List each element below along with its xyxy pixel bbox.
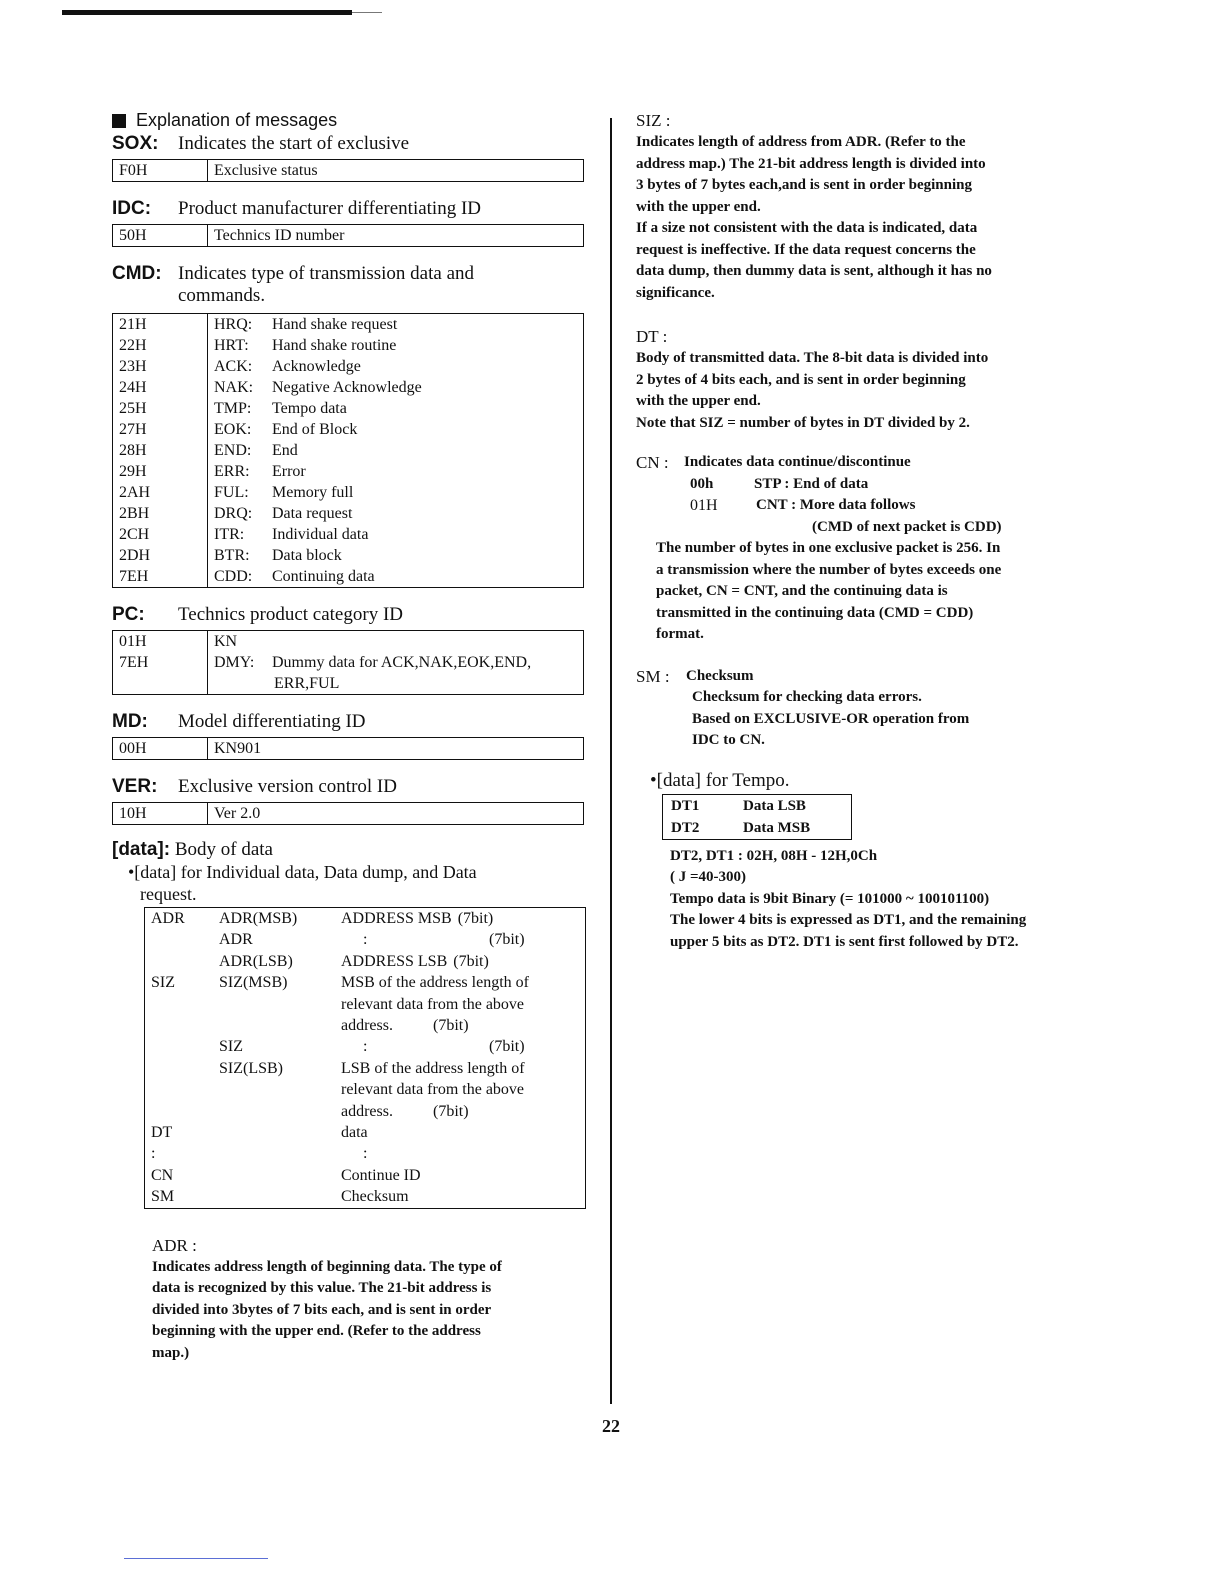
desc-text: Dummy data for ACK,NAK,EOK,END, — [272, 654, 532, 671]
subfield-cell — [213, 1122, 335, 1143]
abbr: DMY: — [214, 654, 255, 671]
data-subheading — [128, 861, 592, 905]
text-line: Based on EXCLUSIVE-OR operation from — [692, 710, 970, 727]
bit-width: (7bit) — [432, 1102, 469, 1120]
cn-row-sub — [636, 517, 1106, 539]
field-cell — [145, 1101, 214, 1122]
sm-note-body — [692, 687, 1106, 752]
subfield-cell — [213, 994, 335, 1015]
adr-note — [152, 1235, 592, 1365]
bottom-rule — [124, 1558, 268, 1559]
subfield-cell: ADR — [219, 931, 253, 949]
sox-desc: Indicates the start of exclusive — [178, 133, 410, 154]
desc-cell — [208, 461, 584, 482]
table-row — [113, 440, 584, 461]
ver-table — [112, 802, 584, 825]
md-table — [112, 737, 584, 760]
cn-note-body — [656, 538, 1074, 646]
meaning-cell — [335, 1143, 586, 1164]
desc-cell — [208, 652, 584, 695]
table-row — [113, 482, 584, 503]
ver-desc: Exclusive version control ID — [178, 776, 397, 797]
sox-table — [112, 159, 584, 182]
md-key: MD: — [112, 711, 148, 732]
table-row — [113, 398, 584, 419]
bit-width: (7bit) — [432, 1017, 469, 1035]
column-divider — [610, 118, 612, 1404]
idc-desc: Product manufacturer differentiating ID — [178, 198, 482, 219]
text-line: divided into 3bytes of 7 bits each, and is sent in order — [152, 1301, 492, 1318]
desc-cell — [208, 419, 584, 440]
abbr: DRQ: — [214, 505, 253, 522]
code-cell: DT1 — [671, 797, 700, 814]
sm-note-title: SM : — [636, 666, 670, 686]
bit-width: (7bit) — [489, 1038, 525, 1056]
cmd-desc-line: Indicates type of transmission data and — [178, 263, 475, 284]
desc-text: End of Block — [272, 421, 358, 438]
text-line: transmitted in the continuing data (CMD = CDD) — [656, 604, 974, 621]
meaning-cell — [335, 1015, 586, 1036]
desc-cell: Ver 2.0 — [208, 803, 584, 825]
sox-label — [112, 133, 592, 155]
sm-note-desc: Checksum — [686, 667, 754, 684]
table-row — [113, 566, 584, 588]
table-row — [145, 1186, 586, 1208]
text-line: Tempo data is 9bit Binary (= 101000 ~ 100101100) — [670, 890, 990, 907]
bit-width: (7bit) — [453, 952, 489, 970]
code-cell: 2AH — [113, 482, 208, 503]
field-cell: SM — [151, 1188, 175, 1206]
field-cell: DT — [151, 1124, 173, 1142]
text-line: significance. — [636, 284, 715, 301]
text-line: ( J =40-300) — [670, 869, 747, 885]
text-line: The number of bytes in one exclusive packet is 256. In — [656, 540, 1001, 556]
text-line: a transmission where the number of bytes exceeds one — [656, 561, 1002, 578]
desc-text: Data request — [272, 505, 353, 522]
adr-note-title: ADR : — [152, 1235, 197, 1255]
right-column — [636, 110, 1106, 953]
siz-note-body — [636, 132, 1106, 304]
code-cell: 50H — [113, 225, 208, 247]
subfield-cell: SIZ — [219, 1038, 243, 1056]
field-cell: SIZ — [151, 974, 175, 992]
table-row — [145, 1143, 586, 1164]
meaning-text: : — [363, 931, 368, 949]
field-cell: ADR — [151, 910, 185, 927]
table-row — [113, 631, 584, 653]
table-row — [113, 461, 584, 482]
subfield-cell — [213, 1143, 335, 1164]
data-sub-line: •[data] for Individual data, Data dump, and Data — [128, 862, 477, 882]
meaning-text: ADDRESS MSB — [341, 910, 452, 927]
text-line: Note that SIZ = number of bytes in DT divided by 2. — [636, 414, 970, 431]
idc-table — [112, 224, 584, 247]
cn-sub: (CMD of next packet is CDD) — [812, 518, 1002, 535]
code-cell: 25H — [113, 398, 208, 419]
field-cell: : — [151, 1145, 156, 1163]
text-line: data dump, then dummy data is sent, although it has no — [636, 263, 992, 279]
desc-cell: KN901 — [208, 738, 584, 760]
meaning-cell — [335, 1122, 586, 1143]
meaning-cell — [335, 1186, 586, 1208]
meaning-text: Checksum — [341, 1188, 409, 1206]
cn-row-stp — [636, 474, 1106, 496]
subfield-cell: ADR(MSB) — [219, 910, 298, 927]
meaning-text: Continue ID — [341, 1166, 421, 1184]
pc-key: PC: — [112, 604, 145, 625]
pc-label — [112, 604, 592, 626]
desc-cell: Data MSB — [743, 819, 811, 836]
code-cell: 23H — [113, 356, 208, 377]
ver-key: VER: — [112, 776, 158, 797]
desc-cell: Technics ID number — [208, 225, 584, 247]
text-line: packet, CN = CNT, and the continuing data is — [656, 583, 948, 599]
abbr: CDD: — [214, 568, 253, 585]
top-scan-rule-thin — [352, 12, 382, 13]
subfield-cell — [213, 1101, 335, 1122]
table-row — [145, 1036, 586, 1057]
meaning-text: address. — [341, 1017, 393, 1035]
cn-code: 01H — [690, 497, 718, 514]
desc-text: Individual data — [272, 526, 369, 543]
cmd-label — [112, 263, 592, 307]
sox-key: SOX: — [112, 133, 159, 154]
text-line: 3 bytes of 7 bytes each,and is sent in order beginning — [636, 177, 973, 193]
table-row — [113, 225, 584, 247]
code-cell: 21H — [113, 314, 208, 336]
cmd-table — [112, 313, 584, 588]
table-row — [145, 972, 586, 993]
desc-cell — [208, 503, 584, 524]
text-line: If a size not consistent with the data is indicated, data — [636, 220, 978, 236]
meaning-cell — [335, 929, 586, 950]
pc-desc: Technics product category ID — [178, 604, 403, 625]
cn-note — [636, 452, 1106, 646]
abbr: END: — [214, 442, 252, 459]
code-cell: 2CH — [113, 524, 208, 545]
cn-note-desc: Indicates data continue/discontinue — [684, 454, 911, 470]
table-row — [113, 419, 584, 440]
subfield-cell — [213, 1015, 335, 1036]
section-title: Explanation of messages — [136, 110, 338, 130]
desc-cell: Exclusive status — [208, 160, 584, 182]
cn-code: 00h — [690, 475, 714, 492]
adr-note-body — [152, 1257, 592, 1365]
meaning-text: ADDRESS LSB — [341, 952, 448, 970]
field-cell — [145, 1036, 214, 1057]
tempo-table — [662, 794, 852, 840]
cmd-desc — [178, 263, 592, 307]
table-row — [145, 1079, 586, 1100]
abbr: FUL: — [214, 484, 249, 501]
meaning-cell — [335, 1079, 586, 1100]
meaning-cell — [335, 1058, 586, 1079]
text-line: DT2, DT1 : 02H, 08H - 12H,0Ch — [670, 847, 878, 864]
cn-text: STP : End of data — [754, 475, 869, 492]
dt-note — [636, 326, 1106, 434]
table-row — [113, 356, 584, 377]
table-row — [113, 335, 584, 356]
code-cell: 2BH — [113, 503, 208, 524]
meaning-text: address. — [341, 1102, 393, 1120]
md-label — [112, 711, 592, 733]
abbr: HRQ: — [214, 316, 253, 333]
desc-text: Acknowledge — [272, 358, 361, 375]
table-row — [663, 794, 852, 817]
meaning-text: : — [363, 1145, 368, 1163]
section-heading — [112, 110, 592, 131]
subfield-cell: SIZ(LSB) — [219, 1059, 283, 1077]
left-column — [112, 110, 592, 1364]
desc-cell: Data LSB — [743, 797, 806, 814]
pc-table — [112, 630, 584, 695]
cmd-desc-line: commands. — [178, 285, 266, 306]
meaning-cell — [335, 951, 586, 972]
desc-text: Continuing data — [272, 568, 375, 585]
meaning-cell — [335, 994, 586, 1015]
meaning-text: MSB of the address length of — [341, 974, 529, 992]
table-row — [113, 503, 584, 524]
field-cell — [145, 929, 214, 950]
field-cell — [145, 1015, 214, 1036]
subfield-cell: ADR(LSB) — [219, 952, 293, 970]
sm-note — [636, 666, 1106, 752]
code-cell: 29H — [113, 461, 208, 482]
desc-cell — [208, 335, 584, 356]
table-row — [145, 994, 586, 1015]
cmd-key: CMD: — [112, 263, 162, 284]
desc-cell — [208, 440, 584, 461]
code-cell: 24H — [113, 377, 208, 398]
text-line: Indicates address length of beginning data. The type of — [152, 1258, 502, 1275]
abbr: NAK: — [214, 379, 254, 396]
code-cell: 7EH — [113, 652, 208, 695]
code-cell: 2DH — [113, 545, 208, 566]
text-line: address map.) The 21-bit address length is divided into — [636, 155, 986, 172]
md-desc: Model differentiating ID — [178, 711, 366, 732]
text-line: data is recognized by this value. The 21-bit address is — [152, 1280, 492, 1297]
ver-label — [112, 776, 592, 798]
data-label — [112, 839, 592, 861]
desc-cell — [208, 482, 584, 503]
table-row — [145, 1165, 586, 1186]
table-row — [663, 817, 852, 840]
text-line: with the upper end. — [636, 393, 761, 409]
text-line: The lower 4 bits is expressed as DT1, and the remaining — [670, 912, 1027, 928]
field-cell — [145, 1079, 214, 1100]
abbr: TMP: — [214, 400, 252, 417]
table-row — [145, 1122, 586, 1143]
abbr: HRT: — [214, 337, 249, 354]
text-line: map.) — [152, 1344, 190, 1361]
field-cell — [145, 1058, 214, 1079]
code-cell: 27H — [113, 419, 208, 440]
data-sub-line: request. — [140, 884, 197, 904]
meaning-text: LSB of the address length of — [341, 1059, 525, 1077]
table-row — [145, 929, 586, 950]
abbr: EOK: — [214, 421, 252, 438]
subfield-cell — [213, 1165, 335, 1186]
table-row — [145, 1101, 586, 1122]
desc-text: End — [272, 442, 298, 459]
text-line: 2 bytes of 4 bits each, and is sent in order beginning — [636, 371, 966, 388]
cn-note-title: CN : — [636, 453, 669, 472]
code-cell: 10H — [113, 803, 208, 825]
code-cell: 00H — [113, 738, 208, 760]
text-line: Body of transmitted data. The 8-bit data is divided into — [636, 350, 989, 366]
text-line: beginning with the upper end. (Refer to the address — [152, 1323, 481, 1340]
desc-text: Hand shake routine — [272, 337, 397, 354]
meaning-cell — [335, 1165, 586, 1186]
idc-label — [112, 198, 592, 220]
tempo-body — [670, 846, 1106, 954]
table-row — [113, 524, 584, 545]
desc-text: Error — [272, 463, 306, 480]
table-row — [145, 1058, 586, 1079]
cn-row-cnt — [636, 495, 1106, 517]
meaning-text: relevant data from the above — [341, 1081, 525, 1099]
sm-head — [636, 666, 1106, 688]
text-line: format. — [656, 626, 704, 642]
table-row — [113, 738, 584, 760]
tempo-heading: •[data] for Tempo. — [650, 769, 790, 791]
desc-cell — [208, 377, 584, 398]
table-row — [145, 1015, 586, 1036]
meaning-cell — [335, 1101, 586, 1122]
cn-head — [636, 452, 1106, 474]
text-line: IDC to CN. — [692, 732, 765, 748]
meaning-text: : — [363, 1038, 368, 1056]
table-row — [113, 545, 584, 566]
desc-cell — [208, 566, 584, 588]
field-cell — [145, 994, 214, 1015]
table-row — [113, 160, 584, 182]
bit-width: (7bit) — [489, 931, 525, 949]
desc-text: Tempo data — [272, 400, 347, 417]
meaning-text: relevant data from the above — [341, 995, 525, 1013]
subfield-cell — [213, 1079, 335, 1100]
desc-cell — [208, 631, 584, 653]
meaning-cell — [335, 908, 586, 930]
code-cell: 7EH — [113, 566, 208, 588]
bit-width: (7bit) — [457, 910, 494, 927]
page-number: 22 — [602, 1416, 620, 1436]
desc-text: Data block — [272, 547, 342, 564]
code-cell: DT2 — [671, 819, 700, 836]
dt-note-body — [636, 348, 1106, 434]
desc-cell — [208, 545, 584, 566]
desc-cell — [208, 524, 584, 545]
text-line: with the upper end. — [636, 198, 761, 215]
abbr: ITR: — [214, 526, 245, 543]
desc-text: Hand shake request — [272, 316, 398, 333]
desc-cell — [208, 314, 584, 336]
meaning-cell — [335, 1036, 586, 1057]
desc-cell — [208, 398, 584, 419]
square-bullet-icon — [112, 114, 126, 128]
table-row — [113, 314, 584, 336]
data-desc: Body of data — [174, 839, 273, 860]
cn-text: CNT : More data follows — [756, 497, 916, 513]
code-cell: 28H — [113, 440, 208, 461]
desc-text: Memory full — [272, 484, 354, 501]
table-row — [113, 652, 584, 695]
field-cell — [145, 951, 214, 972]
siz-note-title: SIZ : — [636, 111, 671, 130]
abbr: KN — [214, 633, 238, 650]
code-cell: 22H — [113, 335, 208, 356]
desc-cell — [208, 356, 584, 377]
data-key: [data]: — [112, 839, 171, 860]
abbr: BTR: — [214, 547, 250, 564]
text-line: Indicates length of address from ADR. (Refer to the — [636, 134, 966, 150]
dt-note-title: DT : — [636, 327, 668, 346]
table-row — [113, 803, 584, 825]
code-cell: 01H — [113, 631, 208, 653]
meaning-cell — [335, 972, 586, 993]
desc-text: Negative Acknowledge — [272, 379, 422, 396]
text-line: request is ineffective. If the data request concerns the — [636, 241, 976, 258]
field-cell: CN — [151, 1166, 174, 1184]
subfield-cell: SIZ(MSB) — [219, 974, 288, 992]
subfield-cell — [213, 1186, 335, 1208]
data-format-table — [144, 907, 586, 1209]
text-line: upper 5 bits as DT2. DT1 is sent first followed by DT2. — [670, 933, 1019, 950]
text-line: Checksum for checking data errors. — [692, 689, 922, 705]
code-cell: F0H — [113, 160, 208, 182]
table-row — [113, 377, 584, 398]
top-scan-rule — [62, 10, 352, 15]
idc-key: IDC: — [112, 198, 152, 219]
table-row — [145, 951, 586, 972]
meaning-text: data — [341, 1124, 368, 1142]
abbr: ACK: — [214, 358, 253, 375]
abbr: ERR: — [214, 463, 250, 480]
siz-note — [636, 110, 1106, 304]
table-row — [145, 908, 586, 930]
desc-text-cont: ERR,FUL — [274, 675, 340, 692]
